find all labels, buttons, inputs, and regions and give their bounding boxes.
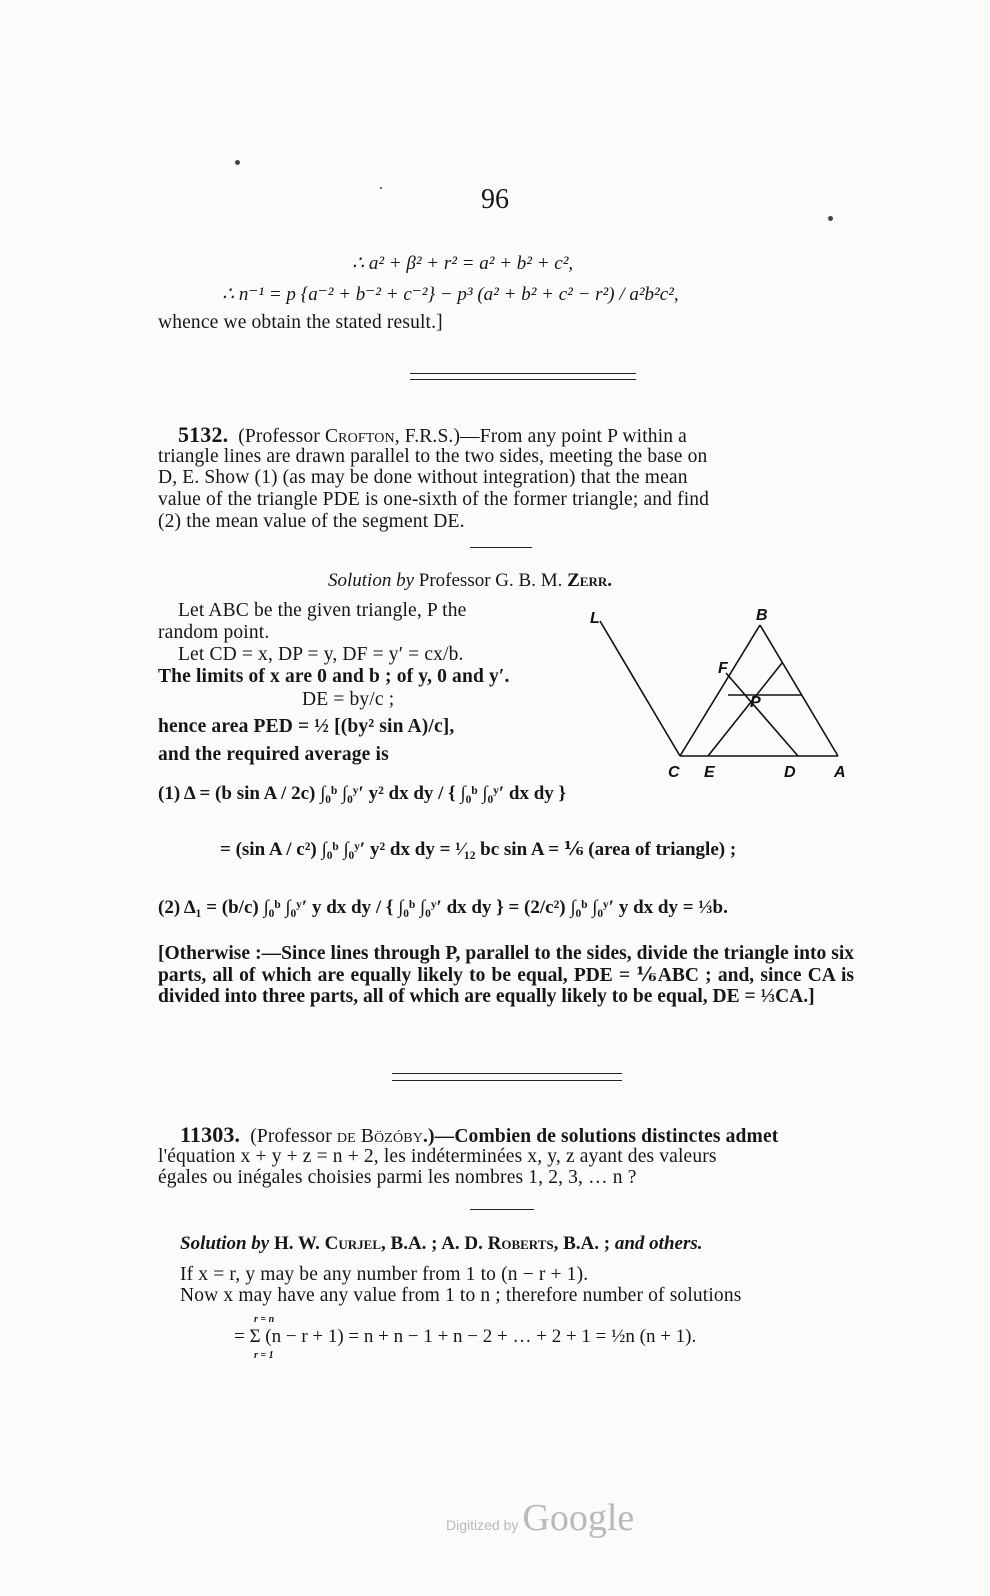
- equation-line-1: ∴ a² + β² + r² = a² + b² + c²,: [352, 253, 574, 274]
- question-5132-line-4: value of the triangle PDE is one-sixth of the former triangle; and find: [158, 489, 710, 510]
- solution-if-line: If x = r, y may be any number from 1 to (n − r + 1).: [180, 1264, 589, 1285]
- sum-lower-limit: r = 1: [254, 1350, 274, 1361]
- section-divider-top: [392, 1073, 622, 1074]
- equation-line-2: ∴ n⁻¹ = p {a⁻² + b⁻² + c⁻²} − p³ (a² + b² + c² − r²) / a²b²c²,: [222, 284, 679, 305]
- closing-sentence: whence we obtain the stated result.]: [158, 312, 443, 333]
- sum-equation: = Σ (n − r + 1) = n + n − 1 + n − 2 + … + 2 + 1 = ½n (n + 1).: [234, 1326, 697, 1347]
- solution-heading: [328, 570, 612, 592]
- question-11303-line-1: [180, 1124, 778, 1148]
- question-5132-line-3: D, E. Show (1) (as may be done without integration) that the mean: [158, 467, 688, 488]
- question-number: 5132.: [178, 422, 229, 447]
- figure-label-D: D: [784, 764, 796, 781]
- question-5132-line-2: triangle lines are drawn parallel to the two sides, meeting the base on: [158, 446, 708, 467]
- solver-name: Zerr.: [567, 570, 612, 591]
- triangle-figure: [580, 603, 850, 783]
- solution-line-5: DE = by/c ;: [302, 689, 395, 710]
- figure-label-F: F: [718, 660, 728, 677]
- author-open: (Professor: [238, 426, 325, 447]
- solver-prefix: Professor G. B. M.: [418, 570, 568, 591]
- digitized-label: Digitized by: [446, 1517, 519, 1533]
- solution-line-2: random point.: [158, 622, 270, 643]
- otherwise-paragraph: [Otherwise :—Since lines through P, parallel to the sides, divide the triangle into six parts, all of which are equally likely to be equal, PDE = ⅙ABC ; and, since CA is divided into three parts, all of which are equally likely to be equal, DE = ⅓CA.]: [158, 943, 854, 1008]
- question-5132-line-1: [178, 424, 687, 448]
- section-divider-bottom: [410, 379, 636, 380]
- question-number: 11303.: [180, 1122, 241, 1147]
- question-5132-line-5: (2) the mean value of the segment DE.: [158, 511, 465, 532]
- figure-label-L: L: [590, 610, 600, 627]
- figure-label-B: B: [756, 607, 768, 624]
- short-divider: [470, 1209, 534, 1210]
- short-divider: [470, 547, 532, 548]
- solution-now-line: Now x may have any value from 1 to n ; therefore number of solutions: [180, 1285, 742, 1306]
- sum-upper-limit: r = n: [254, 1314, 275, 1325]
- author-rest: , F.R.S.)—From any point P within a: [394, 426, 687, 447]
- digitized-watermark: [446, 1496, 634, 1540]
- section-divider-bottom: [392, 1080, 622, 1081]
- page-number: 96: [481, 184, 509, 215]
- author-open: (Professor: [250, 1126, 337, 1147]
- solution-by-label: Solution by: [180, 1233, 270, 1254]
- author-name: Crofton: [324, 426, 395, 447]
- author-name: de Bözóby: [336, 1126, 423, 1147]
- speck-mark: [828, 216, 833, 221]
- solution-heading: [180, 1233, 703, 1255]
- formula-1: (1) Δ = (b sin A / 2c) ∫₀ᵇ ∫₀ʸ′ y² dx dy / { ∫₀ᵇ ∫₀ʸ′ dx dy }: [158, 783, 567, 804]
- figure-label-P: P: [750, 694, 761, 711]
- and-others-label: and others.: [614, 1233, 703, 1254]
- formula-2: = (sin A / c²) ∫₀ᵇ ∫₀ʸ′ y² dx dy = ¹⁄₁₂ bc sin A = ⅙ (area of triangle) ;: [220, 839, 737, 860]
- question-11303-line-3: égales ou inégales choisies parmi les nombres 1, 2, 3, … n ?: [158, 1167, 637, 1188]
- solver-names: H. W. Curjel, B.A. ; A. D. Roberts, B.A. ;: [273, 1233, 611, 1254]
- google-logo-text: Google: [522, 1497, 635, 1539]
- author-rest: .)—Combien de solutions distinctes admet: [423, 1126, 779, 1147]
- figure-label-E: E: [704, 764, 715, 781]
- speck-mark: [235, 160, 240, 165]
- section-divider-top: [410, 373, 636, 374]
- solution-line-7: and the required average is: [158, 744, 389, 765]
- solution-line-1: Let ABC be the given triangle, P the: [178, 600, 467, 621]
- solution-by-label: Solution by: [328, 570, 415, 591]
- solution-line-3: Let CD = x, DP = y, DF = y′ = cx/b.: [178, 644, 464, 665]
- figure-label-C: C: [668, 764, 680, 781]
- figure-label-A: A: [834, 764, 846, 781]
- formula-3: (2) Δ₁ = (b/c) ∫₀ᵇ ∫₀ʸ′ y dx dy / { ∫₀ᵇ ∫₀ʸ′ dx dy } = (2/c²) ∫₀ᵇ ∫₀ʸ′ y dx dy = ⅓b.: [158, 897, 728, 918]
- question-11303-line-2: l'équation x + y + z = n + 2, les indéterminées x, y, z ayant des valeurs: [158, 1146, 717, 1167]
- solution-line-4: The limits of x are 0 and b ; of y, 0 and y′.: [158, 666, 510, 687]
- solution-line-6: hence area PED = ½ [(by² sin A)/c],: [158, 716, 455, 737]
